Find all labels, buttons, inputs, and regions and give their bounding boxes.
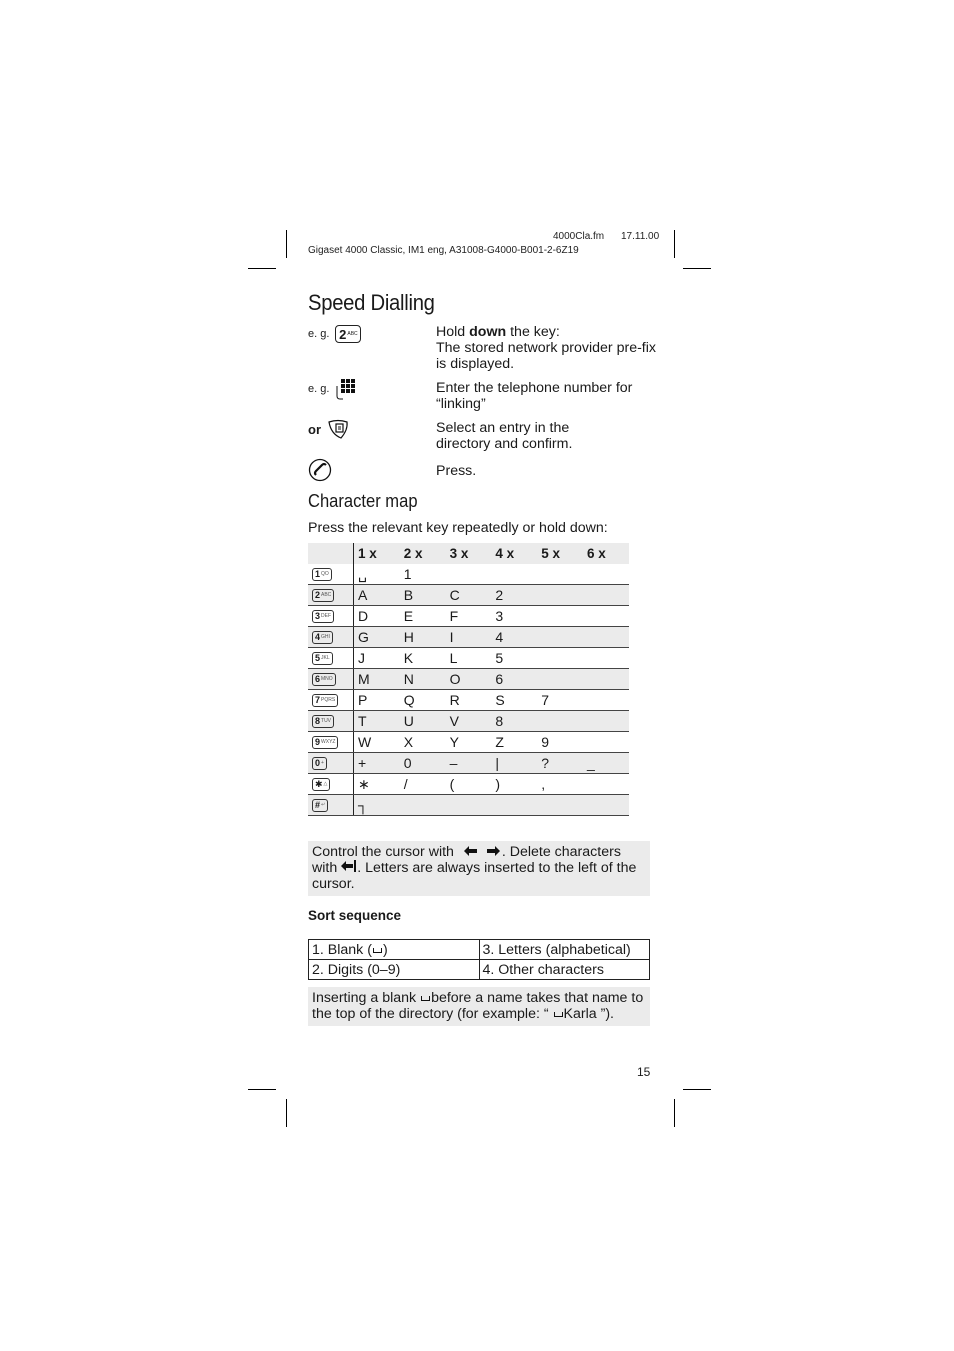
character-cell: B [403, 587, 414, 603]
keypad-key-icon [312, 568, 332, 581]
character-cell: 0 [403, 755, 412, 771]
directory-key-icon [327, 418, 349, 440]
key-digit: 9 [315, 737, 321, 747]
blank-symbol-icon [421, 996, 430, 1001]
note-text: . Letters are always inserted to the left of the cursor. [312, 860, 637, 892]
character-map-intro: Press the relevant key repeatedly or hold down: [308, 520, 608, 536]
example-label: e. g. [308, 328, 330, 340]
character-cell [537, 711, 583, 731]
crop-mark [286, 1099, 287, 1127]
character-map-row [308, 711, 629, 732]
sort-cell [309, 940, 480, 960]
key-digit: # [315, 800, 321, 810]
note-text: Karla ”). [563, 1006, 614, 1022]
column-header: 4 x [495, 546, 515, 561]
character-cell [583, 585, 629, 605]
key-letters: ABC [321, 592, 332, 598]
character-cell [583, 774, 629, 794]
step-2-key [308, 378, 357, 400]
step-3-text: Select an entry in the directory and confirm. [436, 420, 573, 452]
blank-symbol-icon [373, 948, 382, 953]
note-text: Control the cursor with [312, 844, 454, 860]
sort-cell: 2. Digits (0–9) [309, 960, 480, 980]
key-cell [308, 795, 354, 815]
character-cell: 1 [403, 566, 412, 582]
character-cell [537, 564, 583, 584]
keypad-key-icon [312, 736, 338, 749]
key-cell [308, 669, 354, 689]
column-header: 2 x [403, 546, 423, 561]
character-map-row [308, 585, 629, 606]
character-cell: K [403, 650, 414, 666]
sort-row [309, 960, 650, 980]
character-map-row [308, 606, 629, 627]
key-cell [308, 627, 354, 647]
character-cell: Y [449, 734, 459, 750]
key-digit: 2 [339, 326, 347, 342]
step-4-text: Press. [436, 463, 477, 479]
character-cell: W [358, 734, 372, 750]
key-digit: 4 [315, 632, 321, 642]
character-cell [491, 795, 537, 815]
character-cell: Z [495, 734, 504, 750]
character-cell: ( [449, 776, 455, 792]
character-cell [583, 669, 629, 689]
page-title: Speed Dialling [308, 290, 435, 315]
character-cell: _ [586, 755, 595, 771]
key-digit: 2 [315, 590, 321, 600]
crop-mark [674, 230, 675, 258]
character-cell: ) [495, 776, 501, 792]
blank-note [308, 987, 650, 1026]
note-text: . Delete characters with [312, 844, 621, 876]
key-cell [308, 732, 354, 752]
cursor-note [308, 841, 650, 896]
step-text: Hold [436, 324, 470, 340]
key-digit: 1 [315, 569, 321, 579]
key-digit: 8 [315, 716, 321, 726]
step-3-key [308, 418, 349, 440]
keypad-key-icon [312, 757, 327, 770]
character-map-row [308, 753, 629, 774]
character-cell: E [403, 608, 414, 624]
character-cell: R [449, 692, 460, 708]
character-cell [583, 564, 629, 584]
key-digit: 6 [315, 674, 321, 684]
character-cell: C [449, 587, 460, 603]
delete-key-icon [341, 860, 357, 876]
character-cell: 2 [495, 587, 504, 603]
character-cell: M [358, 671, 370, 687]
key-letters: JKL [321, 655, 330, 661]
character-cell [491, 564, 537, 584]
key-cell [308, 648, 354, 668]
character-cell: ? [541, 755, 549, 771]
character-cell: – [449, 755, 458, 771]
character-cell [583, 711, 629, 731]
character-cell: 8 [495, 713, 504, 729]
column-header: 1 x [358, 546, 377, 561]
column-header: 3 x [449, 546, 469, 561]
character-cell [446, 795, 492, 815]
key-letters: TUV [321, 718, 332, 724]
step-text-bold: down [469, 324, 507, 340]
character-cell: 7 [541, 692, 549, 708]
character-cell: 6 [495, 671, 504, 687]
key-letters: QO [321, 571, 329, 577]
character-map-row [308, 795, 629, 816]
step-2-text: Enter the telephone number for “linking” [436, 380, 633, 412]
call-key-icon [308, 458, 332, 482]
keypad-icon [335, 378, 357, 400]
keypad-key-icon [312, 673, 336, 686]
step-text: The stored network provider pre-fix is displayed. [436, 340, 656, 372]
character-map-row [308, 732, 629, 753]
character-cell: J [358, 650, 365, 666]
key-cell [308, 690, 354, 710]
character-cell [537, 627, 583, 647]
key-letters: WXYZ [321, 739, 336, 745]
character-cell [537, 606, 583, 626]
keypad-key-icon [312, 799, 328, 812]
character-cell: U [403, 713, 414, 729]
character-map-row [308, 564, 629, 585]
character-cell: 5 [495, 650, 504, 666]
key-digit: 0 [315, 758, 321, 768]
key-digit: 5 [315, 653, 321, 663]
blank-symbol-icon [554, 1012, 563, 1017]
character-cell [537, 585, 583, 605]
key-digit: 7 [315, 695, 321, 705]
header-filename: 4000Cla.fm [553, 231, 605, 242]
character-cell: V [449, 713, 459, 729]
key-letters: PQRS [321, 697, 336, 703]
character-cell [583, 606, 629, 626]
character-cell [537, 669, 583, 689]
character-cell: X [403, 734, 414, 750]
sort-text: ) [382, 941, 388, 958]
character-map-heading: Character map [308, 491, 418, 511]
character-cell: 3 [495, 608, 504, 624]
note-text: Inserting a blank [312, 990, 417, 1006]
keypad-key-icon [312, 589, 334, 602]
character-cell [583, 648, 629, 668]
step-1-text [436, 324, 656, 372]
crop-mark [683, 268, 711, 269]
character-map-row [308, 690, 629, 711]
character-cell: ␣ [358, 565, 367, 582]
keypad-key-icon [312, 778, 330, 791]
character-cell: / [403, 776, 408, 792]
arrow-right-icon [487, 844, 500, 860]
character-cell: T [358, 713, 367, 729]
page-number: 15 [637, 1065, 651, 1079]
sort-sequence-heading: Sort sequence [308, 908, 402, 923]
character-cell: H [403, 629, 414, 645]
step-4-key [308, 458, 332, 482]
character-cell: + [358, 755, 367, 771]
keypad-key-icon [312, 631, 333, 644]
character-cell [583, 732, 629, 752]
character-cell [400, 795, 446, 815]
character-map-row [308, 669, 629, 690]
character-cell: N [403, 671, 414, 687]
character-map-table [308, 543, 629, 816]
character-map-header-row [308, 543, 629, 564]
key-cell [308, 606, 354, 626]
keypad-key-icon [312, 715, 334, 728]
crop-mark [674, 1099, 675, 1127]
crop-mark [286, 230, 287, 258]
sort-row [309, 940, 650, 960]
step-1-key [308, 325, 361, 343]
character-cell [446, 564, 492, 584]
key-cell [308, 564, 354, 584]
character-map-row [308, 648, 629, 669]
character-cell: I [449, 629, 454, 645]
sort-sequence-table [308, 939, 650, 980]
character-cell [583, 627, 629, 647]
key-letters: ↵ [321, 802, 326, 808]
header-date: 17.11.00 [621, 231, 660, 242]
character-map-body [308, 564, 629, 816]
key-cell [308, 774, 354, 794]
character-cell: G [358, 629, 369, 645]
arrow-left-icon [464, 844, 477, 860]
key-letters: DEF [321, 613, 332, 619]
sort-cell: 4. Other characters [479, 960, 650, 980]
key-letters: MNO [321, 676, 333, 682]
character-cell: D [358, 608, 369, 624]
note-text: before a name takes that name to the top of the directory (for example: “ [312, 990, 644, 1022]
character-cell: 4 [495, 629, 504, 645]
character-cell: 9 [541, 734, 549, 750]
character-cell: ┐ [358, 797, 368, 813]
character-cell [583, 795, 629, 815]
crop-mark [248, 1089, 276, 1090]
column-header: 5 x [541, 546, 560, 561]
crop-mark [683, 1089, 711, 1090]
key-letters: GHI [321, 634, 330, 640]
character-cell: F [449, 608, 459, 624]
crop-mark [248, 268, 276, 269]
character-cell: A [358, 587, 368, 603]
keypad-key-icon [312, 652, 333, 665]
key-cell [308, 753, 354, 773]
key-digit: 3 [315, 611, 321, 621]
character-cell [537, 795, 583, 815]
keypad-key-icon [312, 694, 338, 707]
keypad-key-icon [312, 610, 334, 623]
character-cell: Q [403, 692, 415, 708]
step-text: the key: [506, 324, 560, 340]
character-cell: P [358, 692, 368, 708]
header-doc-id: Gigaset 4000 Classic, IM1 eng, A31008-G4000-B001-2-6Z19 [308, 245, 579, 256]
column-header: 6 x [586, 546, 606, 561]
sort-text: 1. Blank ( [312, 941, 372, 958]
character-map-row [308, 627, 629, 648]
key-letters: ABC [347, 330, 358, 337]
character-cell: L [449, 650, 458, 666]
character-cell [583, 690, 629, 710]
character-cell: ∗ [358, 775, 370, 792]
character-cell [537, 648, 583, 668]
key-letters: + [321, 760, 324, 766]
character-map-row [308, 774, 629, 795]
character-cell: | [495, 755, 500, 771]
sort-cell: 3. Letters (alphabetical) [479, 940, 650, 960]
example-label: e. g. [308, 383, 330, 395]
character-cell: , [541, 776, 546, 792]
key-2-icon [335, 325, 361, 343]
character-cell: O [449, 671, 461, 687]
key-cell [308, 585, 354, 605]
header-key-cell [308, 543, 354, 564]
key-letters: △ [323, 781, 328, 787]
character-cell: S [495, 692, 505, 708]
key-cell [308, 711, 354, 731]
or-label: or [308, 421, 321, 437]
key-digit: ✱ [315, 778, 323, 789]
